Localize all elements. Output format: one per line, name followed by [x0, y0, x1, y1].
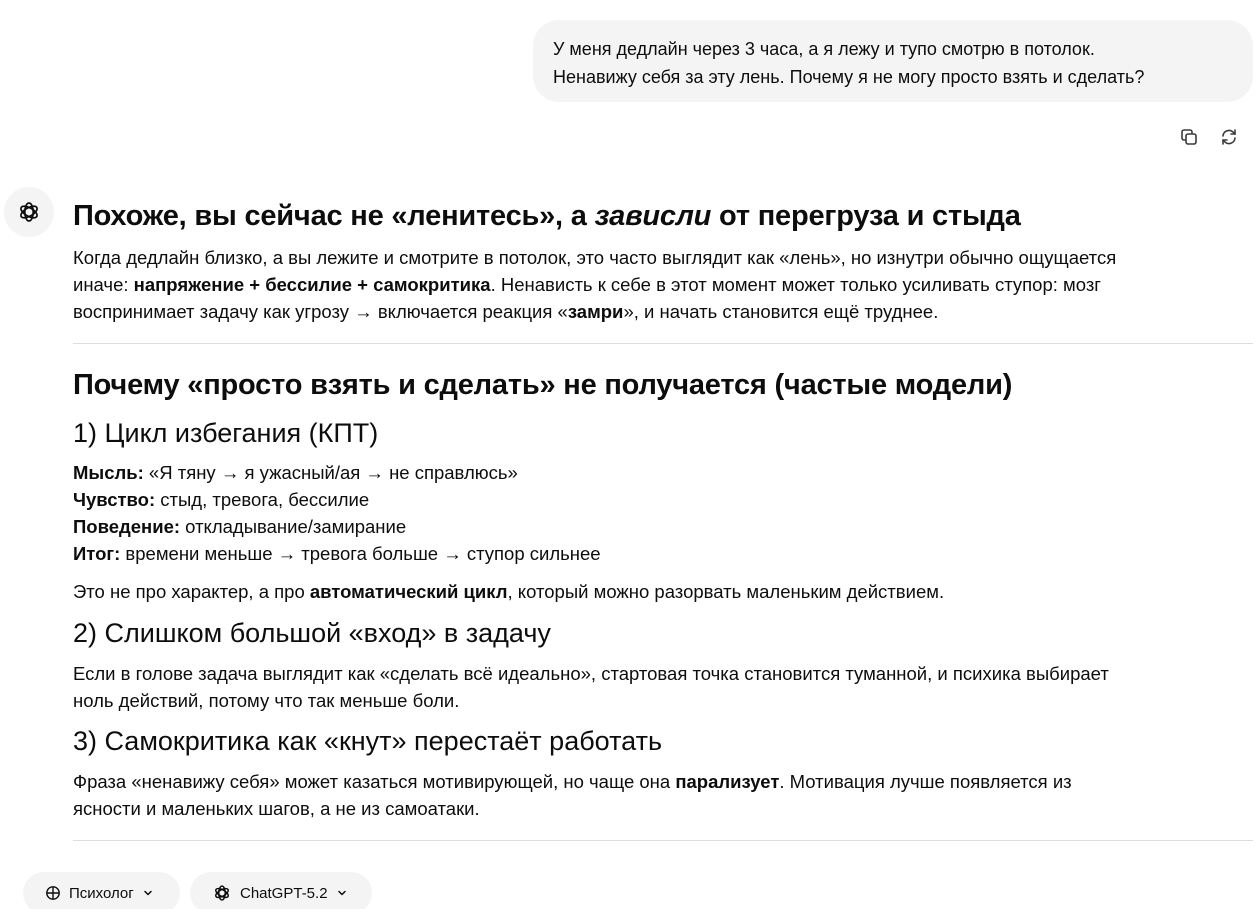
chevron-down-icon [336, 887, 348, 899]
model-label: ChatGPT-5.2 [240, 884, 328, 902]
section-1-note: Это не про характер, а про автоматический цикл, который можно разорвать маленьким действием. [73, 581, 945, 602]
openai-logo-icon [212, 883, 232, 903]
assistant-title: Похоже, вы сейчас не «ленитесь», а зависли от перегруза и стыда [73, 200, 1021, 232]
regenerate-button[interactable] [1216, 124, 1242, 150]
persona-selector[interactable] [23, 872, 180, 909]
cycle-result: Итог: времени меньше → тревога больше → ступор сильнее [73, 543, 601, 564]
divider [73, 840, 1253, 841]
cycle-feeling: Чувство: стыд, тревога, бессилие [73, 489, 370, 510]
assistant-message [73, 196, 1253, 841]
section-title: Почему «просто взять и сделать» не получается (частые модели) [73, 369, 1013, 401]
copy-icon [1179, 127, 1199, 147]
copy-button[interactable] [1176, 124, 1202, 150]
chevron-down-icon [142, 887, 154, 899]
section-3-paragraph: Фраза «ненавижу себя» может казаться мотивирующей, но чаще она парализует. Мотивация лучше появляется из ясности и маленьких шагов, а не из самоатаки. [73, 771, 1072, 819]
regenerate-icon [1219, 127, 1239, 147]
model-selector[interactable] [190, 872, 372, 909]
persona-icon [45, 885, 61, 901]
persona-label: Психолог [69, 884, 134, 902]
cbt-cycle-list [73, 459, 1253, 567]
openai-logo-icon [16, 199, 42, 225]
cycle-behavior: Поведение: откладывание/замирание [73, 516, 407, 537]
user-message-bubble [533, 20, 1253, 102]
user-message-line-1: У меня дедлайн через 3 часа, а я лежу и тупо смотрю в потолок. [553, 39, 1095, 59]
cycle-thought: Мысль: «Я тяну → я ужасный/ая → не справлюсь» [73, 462, 518, 483]
assistant-avatar [4, 187, 54, 237]
section-2-paragraph: Если в голове задача выглядит как «сделать всё идеально», стартовая точка становится туманной, и психика выбирает ноль действий, потому что так меньше боли. [73, 663, 1109, 711]
user-message-line-2: Ненавижу себя за эту лень. Почему я не могу просто взять и сделать? [553, 67, 1145, 87]
intro-paragraph: Когда дедлайн близко, а вы лежите и смотрите в потолок, это часто выглядит как «лень», но изнутри обычно ощущается иначе: напряжение + бессилие + самокритика. Ненависть к себе в этот момент может только усиливать ступор: мозг воспринимает задачу как угрозу → включается реакция «замри», и начать становится ещё труднее. [73, 247, 1117, 322]
divider [73, 343, 1253, 344]
section-2-title: 2) Слишком большой «вход» в задачу [73, 618, 551, 648]
section-3-title: 3) Самокритика как «кнут» перестаёт работать [73, 726, 663, 756]
section-1-title: 1) Цикл избегания (КПТ) [73, 418, 379, 448]
user-message-actions [1176, 124, 1242, 150]
